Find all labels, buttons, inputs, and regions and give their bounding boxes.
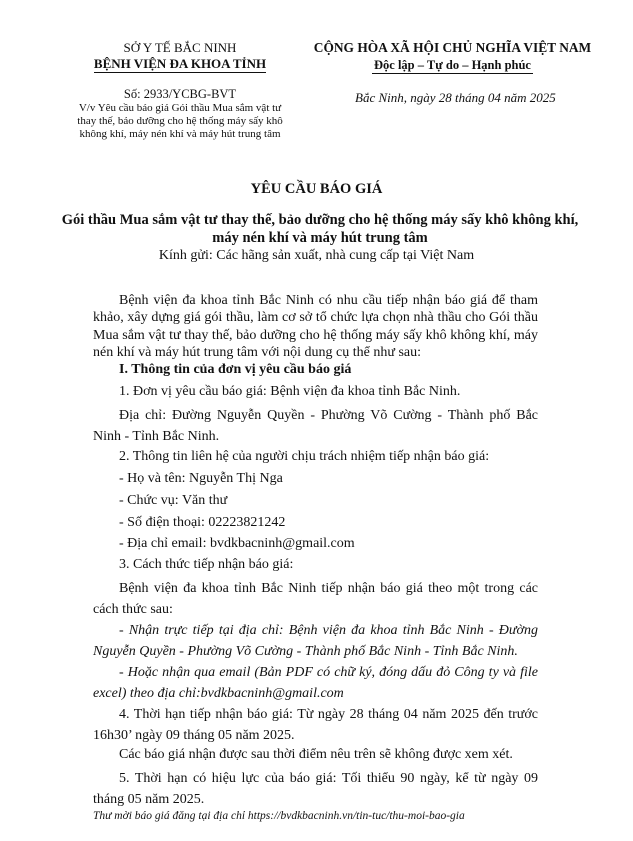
deadline-note: Các báo giá nhận được sau thời điểm nêu trên sẽ không được xem xét. bbox=[119, 747, 513, 762]
intro-paragraph: Bệnh viện đa khoa tỉnh Bắc Ninh có nhu cầu tiếp nhận báo giá để tham khảo, xây dựng giá gói thầu, làm cơ sở tổ chức lựa chọn nhà thầu cho Gói thầu Mua sắm vật tư thay thế, bảo dưỡng cho hệ thống máy sấy khô không khí, máy nén khí và máy hút trung tâm với nội dung cụ thể như sau: bbox=[93, 293, 538, 360]
address: Địa chỉ: Đường Nguyễn Quyền - Phường Võ Cường - Thành phố Bắc Ninh - Tỉnh Bắc Ninh. bbox=[93, 408, 538, 444]
national-motto: Độc lập – Tự do – Hạnh phúc bbox=[374, 58, 531, 72]
requesting-unit: 1. Đơn vị yêu cầu báo giá: Bệnh viện đa khoa tỉnh Bắc Ninh. bbox=[119, 384, 461, 399]
contact-phone: - Số điện thoại: 02223821242 bbox=[119, 515, 286, 530]
republic-name: CỘNG HÒA XÃ HỘI CHỦ NGHĨA VIỆT NAM bbox=[313, 40, 592, 55]
greeting: Kính gửi: Các hãng sản xuất, nhà cung cấp tại Việt Nam bbox=[158, 248, 475, 263]
ministry-name: SỞ Y TẾ BẮC NINH bbox=[123, 40, 237, 55]
document-title: YÊU CẦU BÁO GIÁ bbox=[250, 181, 383, 197]
validity-period: 5. Thời hạn có hiệu lực của báo giá: Tối thiểu 90 ngày, kể từ ngày 09 tháng 05 năm 2025. bbox=[93, 771, 538, 807]
method-direct: - Nhận trực tiếp tại địa chỉ: Bệnh viện đa khoa tỉnh Bắc Ninh - Đường Nguyễn Quyền - Phường Võ Cường - Thành phố Bắc Ninh - Tỉnh Bắc Ninh. bbox=[93, 623, 538, 659]
submission-deadline: 4. Thời hạn tiếp nhận báo giá: Từ ngày 28 tháng 04 năm 2025 đến trước 16h30’ ngày 09 tháng 05 năm 2025. bbox=[93, 707, 538, 743]
contact-heading: 2. Thông tin liên hệ của người chịu trách nhiệm tiếp nhận báo giá: bbox=[119, 449, 490, 464]
dateline: Bắc Ninh, ngày 28 tháng 04 năm 2025 bbox=[355, 90, 556, 105]
contact-name: - Họ và tên: Nguyễn Thị Nga bbox=[119, 471, 283, 486]
method-intro: Bệnh viện đa khoa tỉnh Bắc Ninh tiếp nhận báo giá theo một trong các cách thức sau: bbox=[93, 581, 538, 617]
contact-position: - Chức vụ: Văn thư bbox=[119, 493, 228, 508]
document-subject: V/v Yêu cầu báo giá Gói thầu Mua sắm vật tư thay thế, bảo dưỡng cho hệ thống máy sấy khô không khí, máy nén khí và máy hút trung tâm bbox=[77, 102, 283, 140]
method-email: - Hoặc nhận qua email (Bản PDF có chữ ký, đóng dấu đỏ Công ty và file excel) theo địa chỉ:bvdkbacninh@gmail.com bbox=[93, 665, 538, 701]
document-number: Số: 2933/YCBG-BVT bbox=[123, 87, 237, 101]
hospital-name: BỆNH VIỆN ĐA KHOA TỈNH bbox=[93, 56, 267, 71]
package-title: Gói thầu Mua sắm vật tư thay thế, bảo dưỡng cho hệ thống máy sấy khô không khí, máy nén khí và máy hút trung tâm bbox=[61, 212, 579, 246]
issuer-block bbox=[60, 40, 300, 141]
contact-email: - Địa chỉ email: bvdkbacninh@gmail.com bbox=[119, 536, 355, 551]
footer-note: Thư mời báo giá đăng tại địa chỉ https://bvdkbacninh.vn/tin-tuc/thu-moi-bao-gia bbox=[93, 810, 465, 822]
section-heading: I. Thông tin của đơn vị yêu cầu báo giá bbox=[119, 362, 352, 377]
method-heading: 3. Cách thức tiếp nhận báo giá: bbox=[119, 557, 294, 572]
national-header bbox=[290, 40, 615, 74]
